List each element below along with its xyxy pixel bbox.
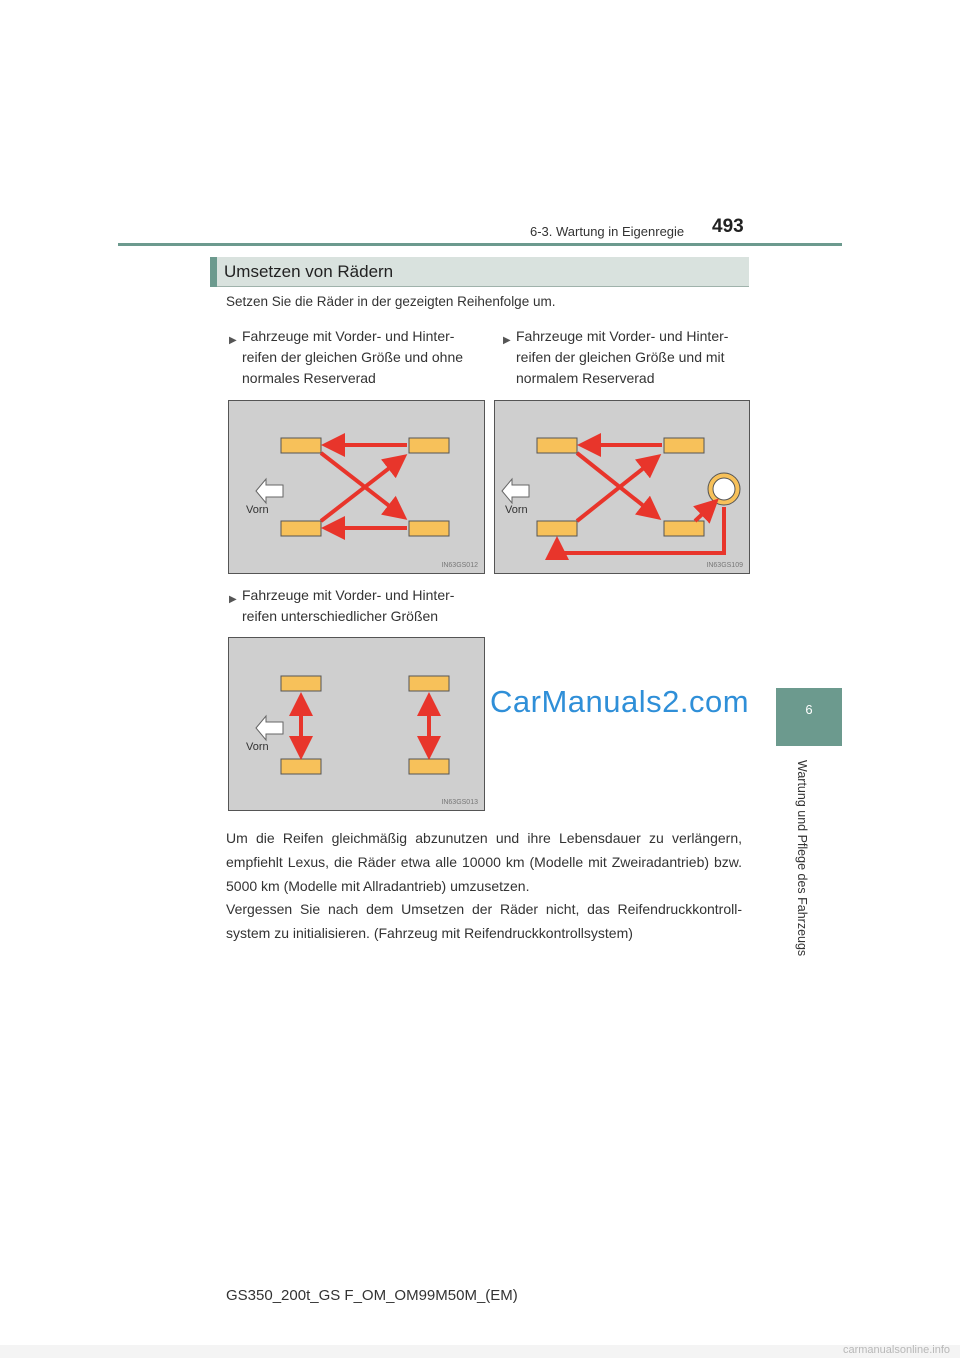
front-left-tire [281, 676, 321, 691]
rotation-arrow [577, 459, 655, 521]
rear-left-tire [281, 521, 321, 536]
bullet-text: Fahrzeuge mit Vorder- und Hinter- reifen der gleichen Größe und ohne normales Reserverad [242, 328, 464, 386]
rotation-diagram [229, 638, 484, 810]
footer-strip [0, 1345, 960, 1358]
section-title: Umsetzen von Rädern [224, 262, 394, 281]
rotation-arrow [695, 504, 713, 521]
rotation-figure-different-sizes [228, 637, 485, 811]
body-paragraph: Vergessen Sie nach dem Umsetzen der Räder nicht, das Reifendruckkontroll-system zu initialisieren. (Fahrzeug mit Reifendruckkontrollsystem) [226, 901, 742, 941]
front-label: Vorn [246, 504, 269, 516]
bullet-item [229, 585, 482, 627]
watermark-text: CarManuals2.com [486, 684, 753, 720]
bullet-triangle-icon: ▶ [229, 335, 237, 346]
front-label: Vorn [505, 504, 528, 516]
header-rule [118, 243, 842, 246]
chapter-number: 6 [805, 702, 813, 717]
front-direction-arrow-icon [256, 479, 283, 503]
front-right-tire [409, 438, 449, 453]
bullet-item [503, 326, 748, 389]
rear-left-tire [281, 759, 321, 774]
rotation-figure-with-spare [494, 400, 750, 574]
front-left-tire [537, 438, 577, 453]
section-heading-accent [210, 257, 217, 287]
figure-code: IN63GS109 [706, 562, 743, 569]
rear-left-tire [537, 521, 577, 536]
figure-code: IN63GS013 [441, 799, 478, 806]
front-direction-arrow-icon [256, 716, 283, 740]
bullet-text: Fahrzeuge mit Vorder- und Hinter- reifen unterschiedlicher Größen [242, 587, 455, 624]
rotation-arrow [577, 453, 655, 515]
chapter-title: Wartung und Pflege des Fahrzeugs [795, 760, 809, 957]
rear-right-tire [409, 521, 449, 536]
front-label: Vorn [246, 741, 269, 753]
rear-right-tire [409, 759, 449, 774]
footer-model-code: GS350_200t_GS F_OM_OM99M50M_(EM) [226, 1287, 518, 1304]
footer-site-link[interactable]: carmanualsonline.info [842, 1344, 950, 1356]
front-right-tire [664, 438, 704, 453]
rotation-arrow [321, 453, 401, 515]
chapter-tab [776, 688, 842, 746]
bullet-text: Fahrzeuge mit Vorder- und Hinter- reifen der gleichen Größe und mit normalem Reserverad [516, 328, 729, 386]
front-left-tire [281, 438, 321, 453]
rotation-arrow [321, 459, 401, 521]
rotation-diagram [495, 401, 749, 573]
front-direction-arrow-icon [502, 479, 529, 503]
figure-code: IN63GS012 [441, 562, 478, 569]
rear-right-tire [664, 521, 704, 536]
rotation-figure-no-spare [228, 400, 485, 574]
front-right-tire [409, 676, 449, 691]
bullet-triangle-icon: ▶ [503, 335, 511, 346]
header-section-title: 6-3. Wartung in Eigenregie [530, 224, 685, 239]
rotation-diagram [229, 401, 484, 573]
body-paragraph: Um die Reifen gleichmäßig abzunutzen und ihre Lebensdauer zu verlängern, empfiehlt Lexus, die Räder etwa alle 10000 km (Modelle mit Zweiradantrieb) bzw. 5000 km (Modelle mit Allradantrieb) umzusetzen. [226, 830, 742, 894]
spare-tire-inner [713, 478, 735, 500]
section-intro: Setzen Sie die Räder in der gezeigten Reihenfolge um. [226, 294, 556, 309]
bullet-triangle-icon: ▶ [229, 594, 237, 605]
bullet-item [229, 326, 482, 389]
page-number: 493 [712, 216, 744, 237]
